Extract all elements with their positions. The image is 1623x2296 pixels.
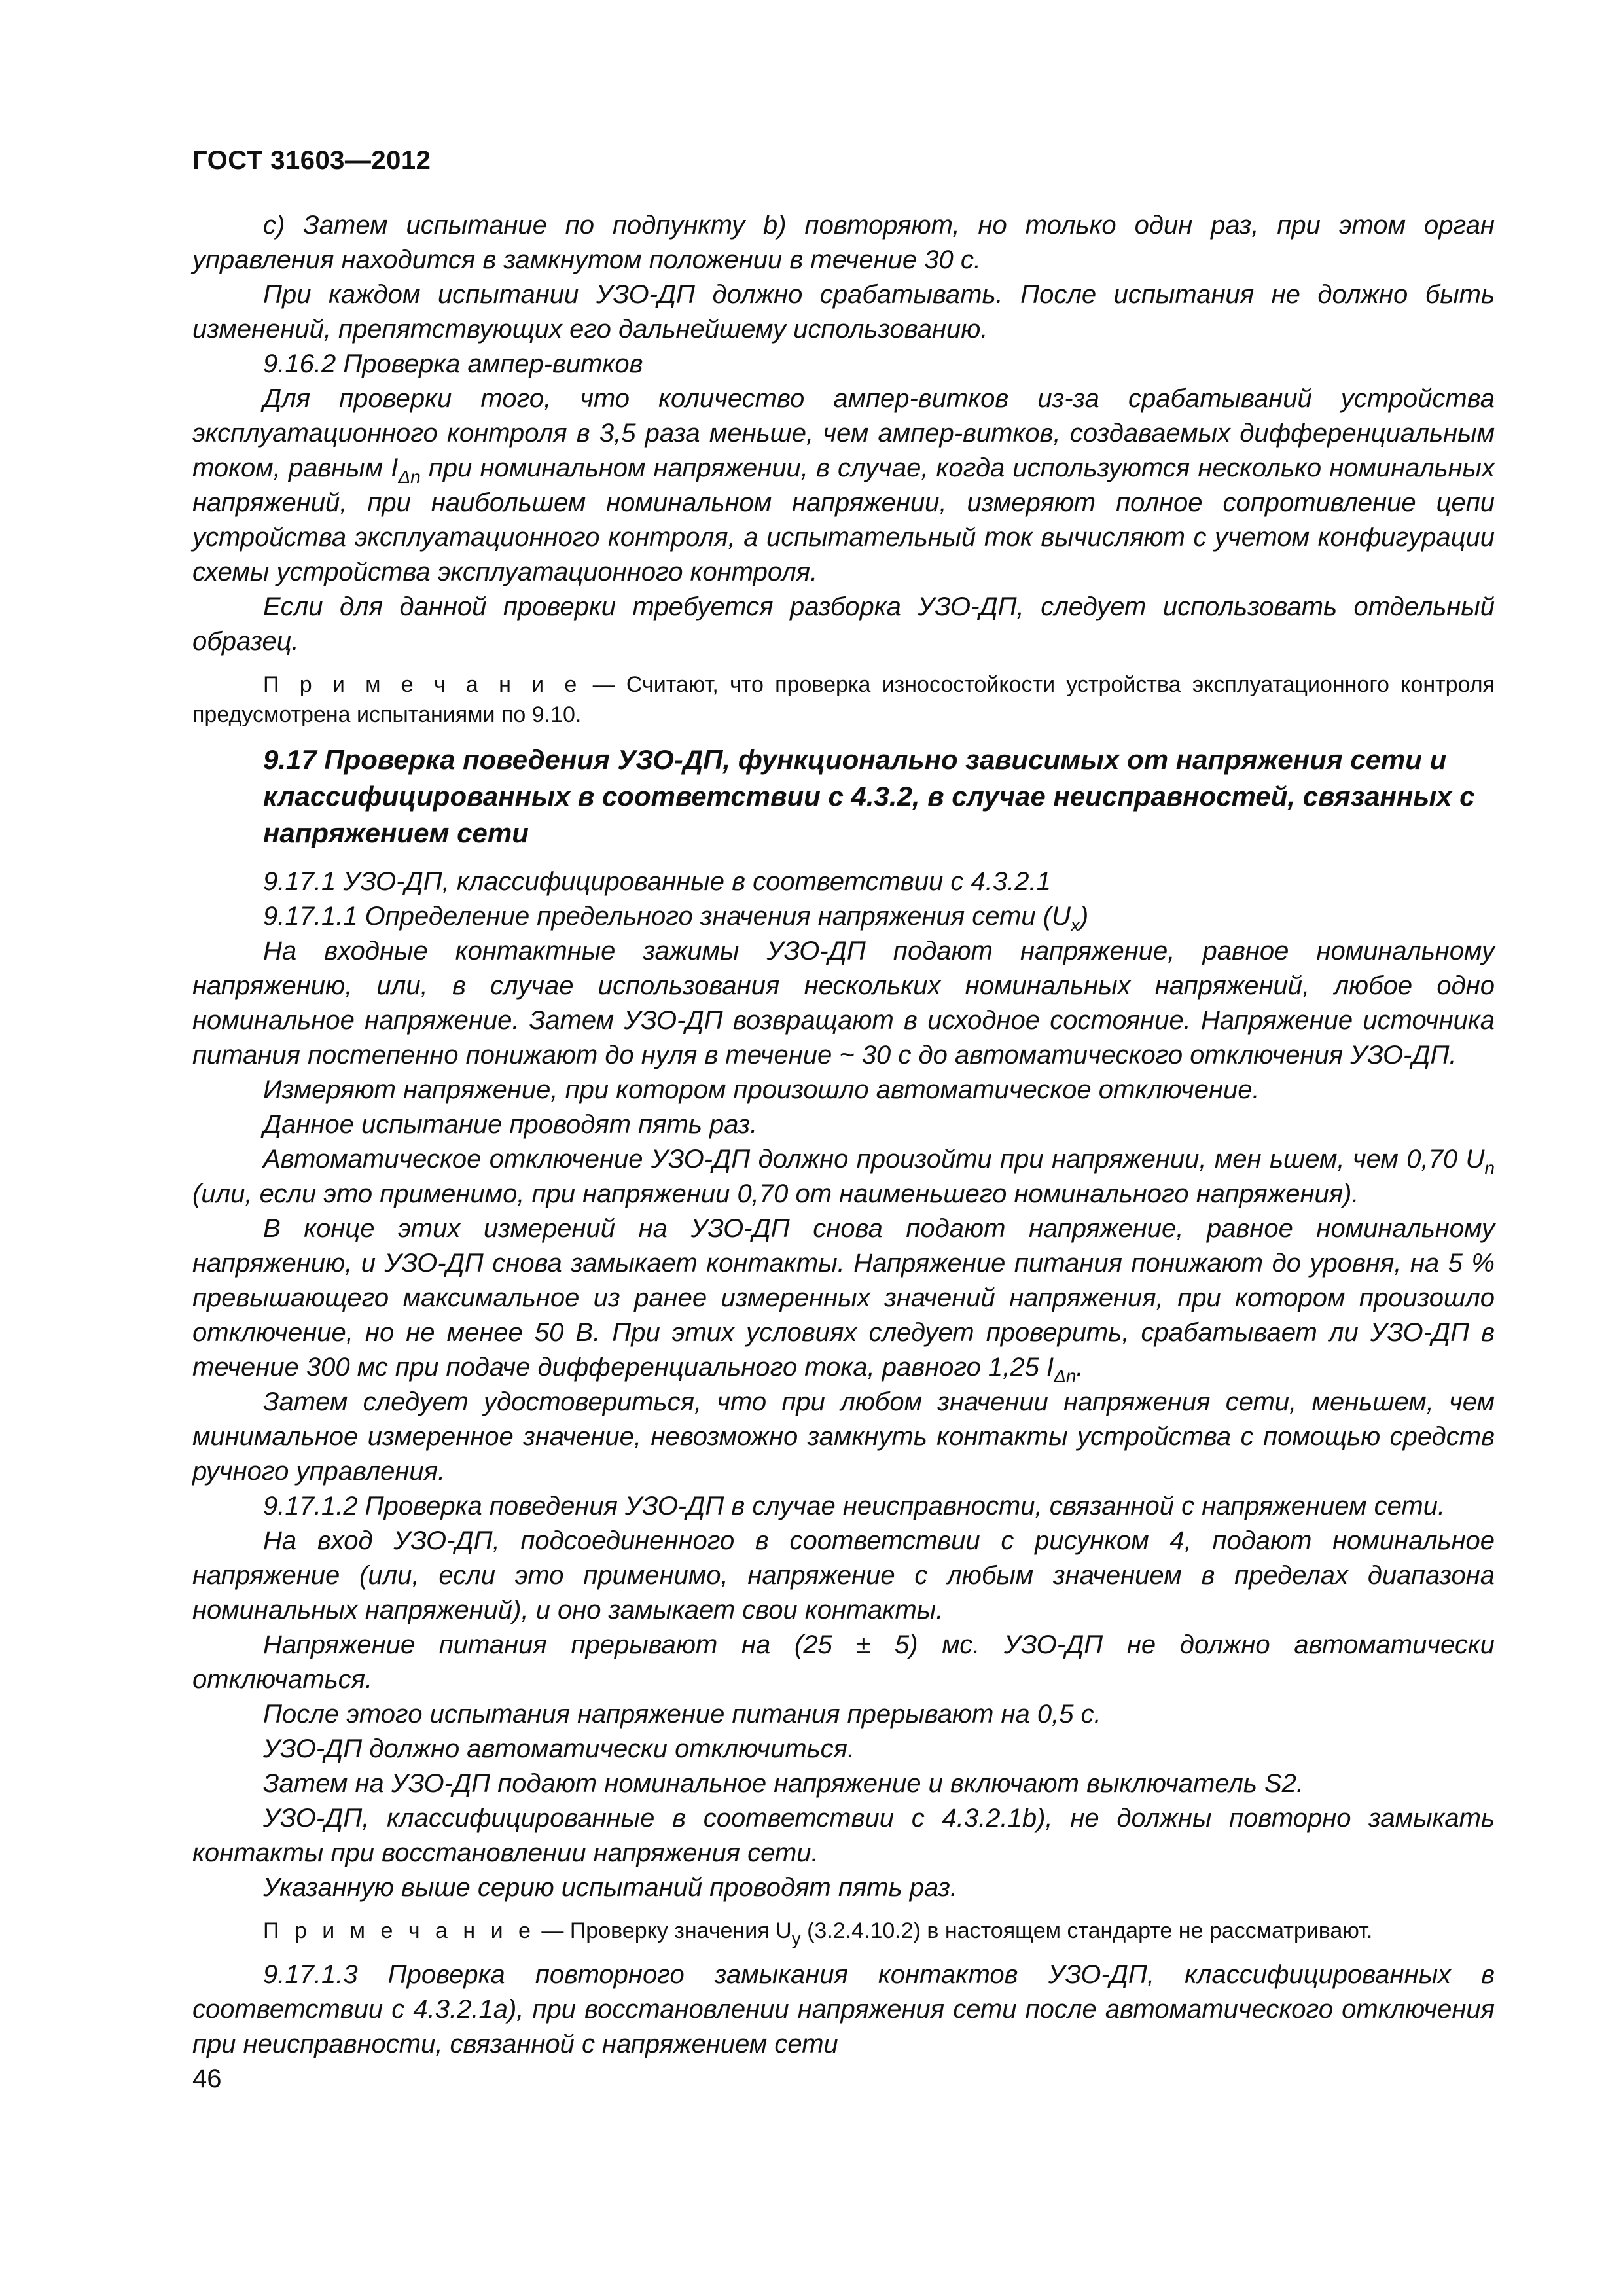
paragraph: Измеряют напряжение, при котором произошло автоматическое отключение.: [263, 1075, 1260, 1104]
paragraph-text: (или, если это применимо, при напряжении 0,70 от наименьшего номинального напряжения).: [192, 1179, 1359, 1208]
paragraph: [192, 382, 1495, 590]
paragraph: [192, 1211, 1495, 1385]
paragraph: [192, 1142, 1495, 1211]
document-page: [192, 0, 1495, 2296]
paragraph-text: при номинальном напряжении, в случае, когда используются несколько номинальных напряжений, при наибольшем номинальном напряжении, измеряют полное сопротивление цепи устройства эксплуатационного контроля, а испытательный ток вычисляют с учетом конфигурации схемы устройства эксплуатационного контроля.: [192, 454, 1495, 586]
paragraph: 9.16.2 Проверка ампер-витков: [263, 350, 643, 378]
paragraph: УЗО-ДП, классифицированные в соответствии с 4.3.2.1b), не должны повторно замыкать контакты при восстановлении напряжения сети.: [192, 1804, 1495, 1867]
paragraph-text: В конце этих измерений на УЗО-ДП снова подают напряжение, равное номинальному напряжению, и УЗО-ДП снова замыкает контакты. Напряжение питания понижают до уровня, на 5 % превышающего максимальное из ранее измеренных значений напряжения, при котором произошло отключение, но не менее 50 В. При этих условиях следует проверить, срабатывает ли УЗО-ДП в течение 300 мс при подаче дифференциального тока, равного 1,25 I: [192, 1214, 1495, 1382]
note-text: (3.2.4.10.2) в настоящем стандарте не рассматривают.: [800, 1918, 1373, 1943]
document-body: [192, 208, 1495, 2062]
paragraph: [192, 899, 1495, 934]
paragraph: На входные контактные зажимы УЗО-ДП подают напряжение, равное номинальному напряжению, или, в случае использования нескольких номинальных напряжений, любое одно номинальное напряжение. Затем УЗО-ДП возвращают в исходное состояние. Напряжение источника питания постепенно понижают до нуля в течение ~ 30 с до автоматического отключения УЗО-ДП.: [192, 937, 1495, 1069]
paragraph-text: Для проверки того, что количество ампер-витков из-за срабатываний устройства эксплуатационного контроля в 3,5 раза меньше, чем ампер-витков, создаваемых дифференциальным током, равным I: [192, 384, 1495, 482]
note-label: П р и м е ч а н и е: [263, 672, 582, 697]
note-text: — Проверку значения U: [535, 1918, 792, 1943]
note-label: П р и м е ч а н и е: [263, 1918, 535, 1943]
paragraph-text: Автоматическое отключение УЗО-ДП должно произойти при напряжении, мен ьшем, чем 0,70 U: [263, 1145, 1485, 1174]
subscript: x: [1070, 915, 1080, 935]
paragraph: УЗО-ДП должно автоматически отключиться.: [263, 1734, 855, 1763]
page-number: 46: [192, 2064, 222, 2093]
note: [192, 1916, 1495, 1946]
paragraph: Данное испытание проводят пять раз.: [263, 1110, 758, 1139]
paragraph: Напряжение питания прерывают на (25 ± 5) мс. УЗО-ДП не должно автоматически отключаться.: [192, 1630, 1495, 1694]
paragraph: 9.17.1 УЗО-ДП, классифицированные в соответствии с 4.3.2.1: [263, 867, 1051, 896]
standard-header: ГОСТ 31603—2012: [192, 146, 431, 175]
paragraph: 9.17.1.2 Проверка поведения УЗО-ДП в случае неисправности, связанной с напряжением сети.: [263, 1492, 1446, 1520]
section-heading: 9.17 Проверка поведения УЗО-ДП, функционально зависимых от напряжения сети и классифицированных в соответствии с 4.3.2, в случае неисправностей, связанных с напряжением сети: [263, 744, 1475, 848]
note-text: — Считают, что проверка износостойкости устройства эксплуатационного контроля предусмотрена испытаниями по 9.10.: [192, 672, 1495, 727]
paragraph: c) Затем испытание по подпункту b) повторяют, но только один раз, при этом орган управления находится в замкнутом положении в течение 30 с.: [192, 211, 1495, 274]
paragraph: Если для данной проверки требуется разборка УЗО-ДП, следует использовать отдельный образец.: [192, 592, 1495, 656]
paragraph: На вход УЗО-ДП, подсоединенного в соответствии с рисунком 4, подают номинальное напряжение (или, если это применимо, напряжение с любым значением в пределах диапазона номинальных напряжений), и оно замыкает свои контакты.: [192, 1526, 1495, 1624]
subscript: Δn: [398, 467, 421, 487]
paragraph: Затем на УЗО-ДП подают номинальное напряжение и включают выключатель S2.: [263, 1769, 1304, 1798]
subscript: n: [1484, 1158, 1495, 1178]
paragraph-text: .: [1076, 1353, 1084, 1382]
paragraph: Затем следует удостовериться, что при любом значении напряжения сети, меньшем, чем минимальное измеренное значение, невозможно замкнуть контакты устройства с помощью средств ручного управления.: [192, 1388, 1495, 1486]
paragraph: При каждом испытании УЗО-ДП должно срабатывать. После испытания не должно быть изменений, препятствующих его дальнейшему использованию.: [192, 280, 1495, 344]
subscript: Δn: [1054, 1366, 1077, 1386]
note: [192, 670, 1495, 730]
paragraph: После этого испытания напряжение питания прерывают на 0,5 с.: [263, 1700, 1101, 1729]
paragraph: 9.17.1.3 Проверка повторного замыкания контактов УЗО-ДП, классифицированных в соответствии с 4.3.2.1a), при восстановлении напряжения сети после автоматического отключения при неисправности, связанной с напряжением сети: [192, 1960, 1495, 2058]
paragraph: Указанную выше серию испытаний проводят пять раз.: [263, 1873, 958, 1902]
paragraph-text: 9.17.1.1 Определение предельного значения напряжения сети (U: [263, 902, 1071, 931]
paragraph-text: ): [1079, 902, 1089, 931]
subscript: y: [791, 1928, 801, 1948]
